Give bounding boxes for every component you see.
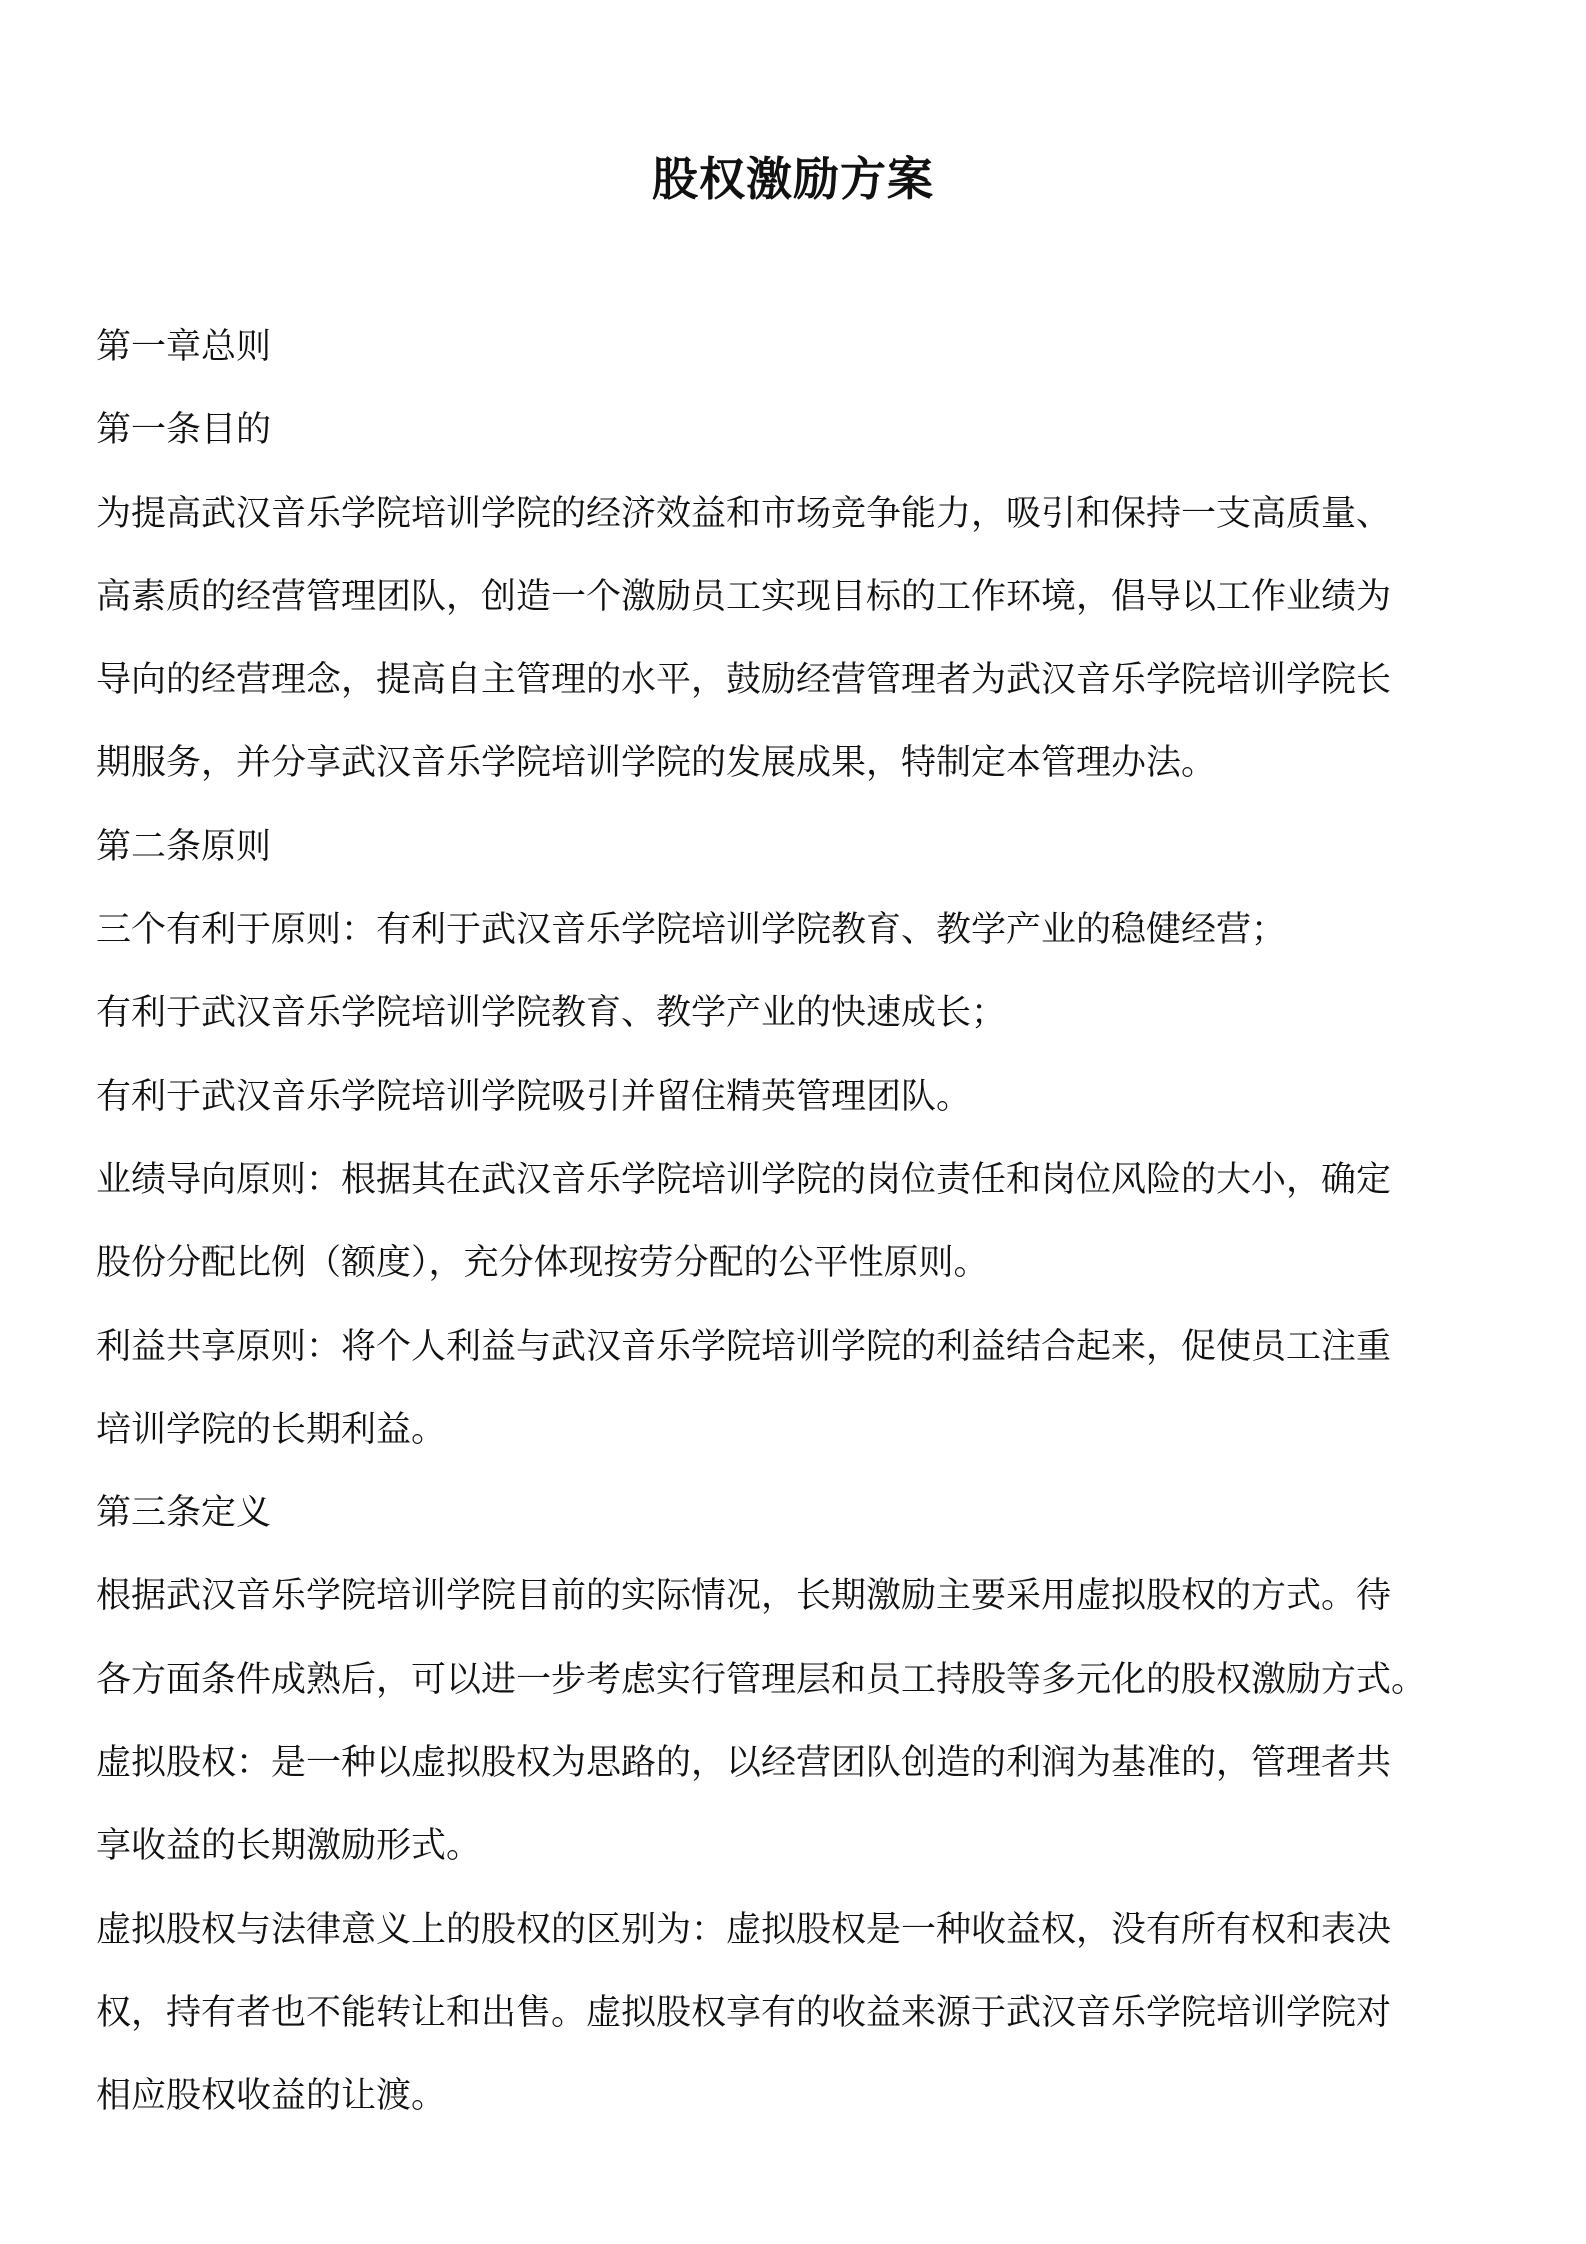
text-line: 三个有利于原则：有利于武汉音乐学院培训学院教育、教学产业的稳健经营；: [96, 910, 1287, 951]
text-line: 享收益的长期激励形式。: [96, 1826, 482, 1867]
text-line: 虚拟股权：是一种以虚拟股权为思路的，以经营团队创造的利润为基准的，管理者共: [96, 1743, 1392, 1784]
text-line: 导向的经营理念，提高自主管理的水平，鼓励经营管理者为武汉音乐学院培训学院长: [96, 660, 1392, 701]
document-title: 股权激励方案: [652, 151, 934, 206]
chapter-heading-general: 第一章总则: [96, 327, 272, 367]
text-line: 权，持有者也不能转让和出售。虚拟股权享有的收益来源于武汉音乐学院培训学院对: [96, 1992, 1392, 2033]
text-line: 利益共享原则：将个人利益与武汉音乐学院培训学院的利益结合起来，促使员工注重: [96, 1326, 1392, 1367]
text-line: 股份分配比例（额度），充分体现按劳分配的公平性原则。: [96, 1243, 989, 1284]
document-body: [96, 306, 1496, 2139]
text-line: 业绩导向原则：根据其在武汉音乐学院培训学院的岗位责任和岗位风险的大小，确定: [96, 1159, 1392, 1200]
text-line: 根据武汉音乐学院培训学院目前的实际情况，长期激励主要采用虚拟股权的方式。待: [96, 1576, 1392, 1617]
article-heading-definition: 第三条定义: [96, 1493, 272, 1534]
text-line: 虚拟股权与法律意义上的股权的区别为：虚拟股权是一种收益权，没有所有权和表决: [96, 1909, 1392, 1950]
text-line: 有利于武汉音乐学院培训学院吸引并留住精英管理团队。: [96, 1076, 972, 1117]
text-line: 有利于武汉音乐学院培训学院教育、教学产业的快速成长；: [96, 993, 1007, 1034]
text-line: 期服务，并分享武汉音乐学院培训学院的发展成果，特制定本管理办法。: [96, 743, 1217, 784]
text-line: 各方面条件成熟后，可以进一步考虑实行管理层和员工持股等多元化的股权激励方式。: [96, 1659, 1427, 1700]
text-line: 相应股权收益的让渡。: [96, 2076, 447, 2117]
article-heading-purpose: 第一条目的: [96, 410, 272, 451]
article-heading-principles: 第二条原则: [96, 826, 272, 867]
text-line: 培训学院的长期利益。: [96, 1409, 447, 1450]
text-line: 高素质的经营管理团队，创造一个激励员工实现目标的工作环境，倡导以工作业绩为: [96, 576, 1392, 617]
text-line: 为提高武汉音乐学院培训学院的经济效益和市场竞争能力，吸引和保持一支高质量、: [96, 493, 1392, 534]
